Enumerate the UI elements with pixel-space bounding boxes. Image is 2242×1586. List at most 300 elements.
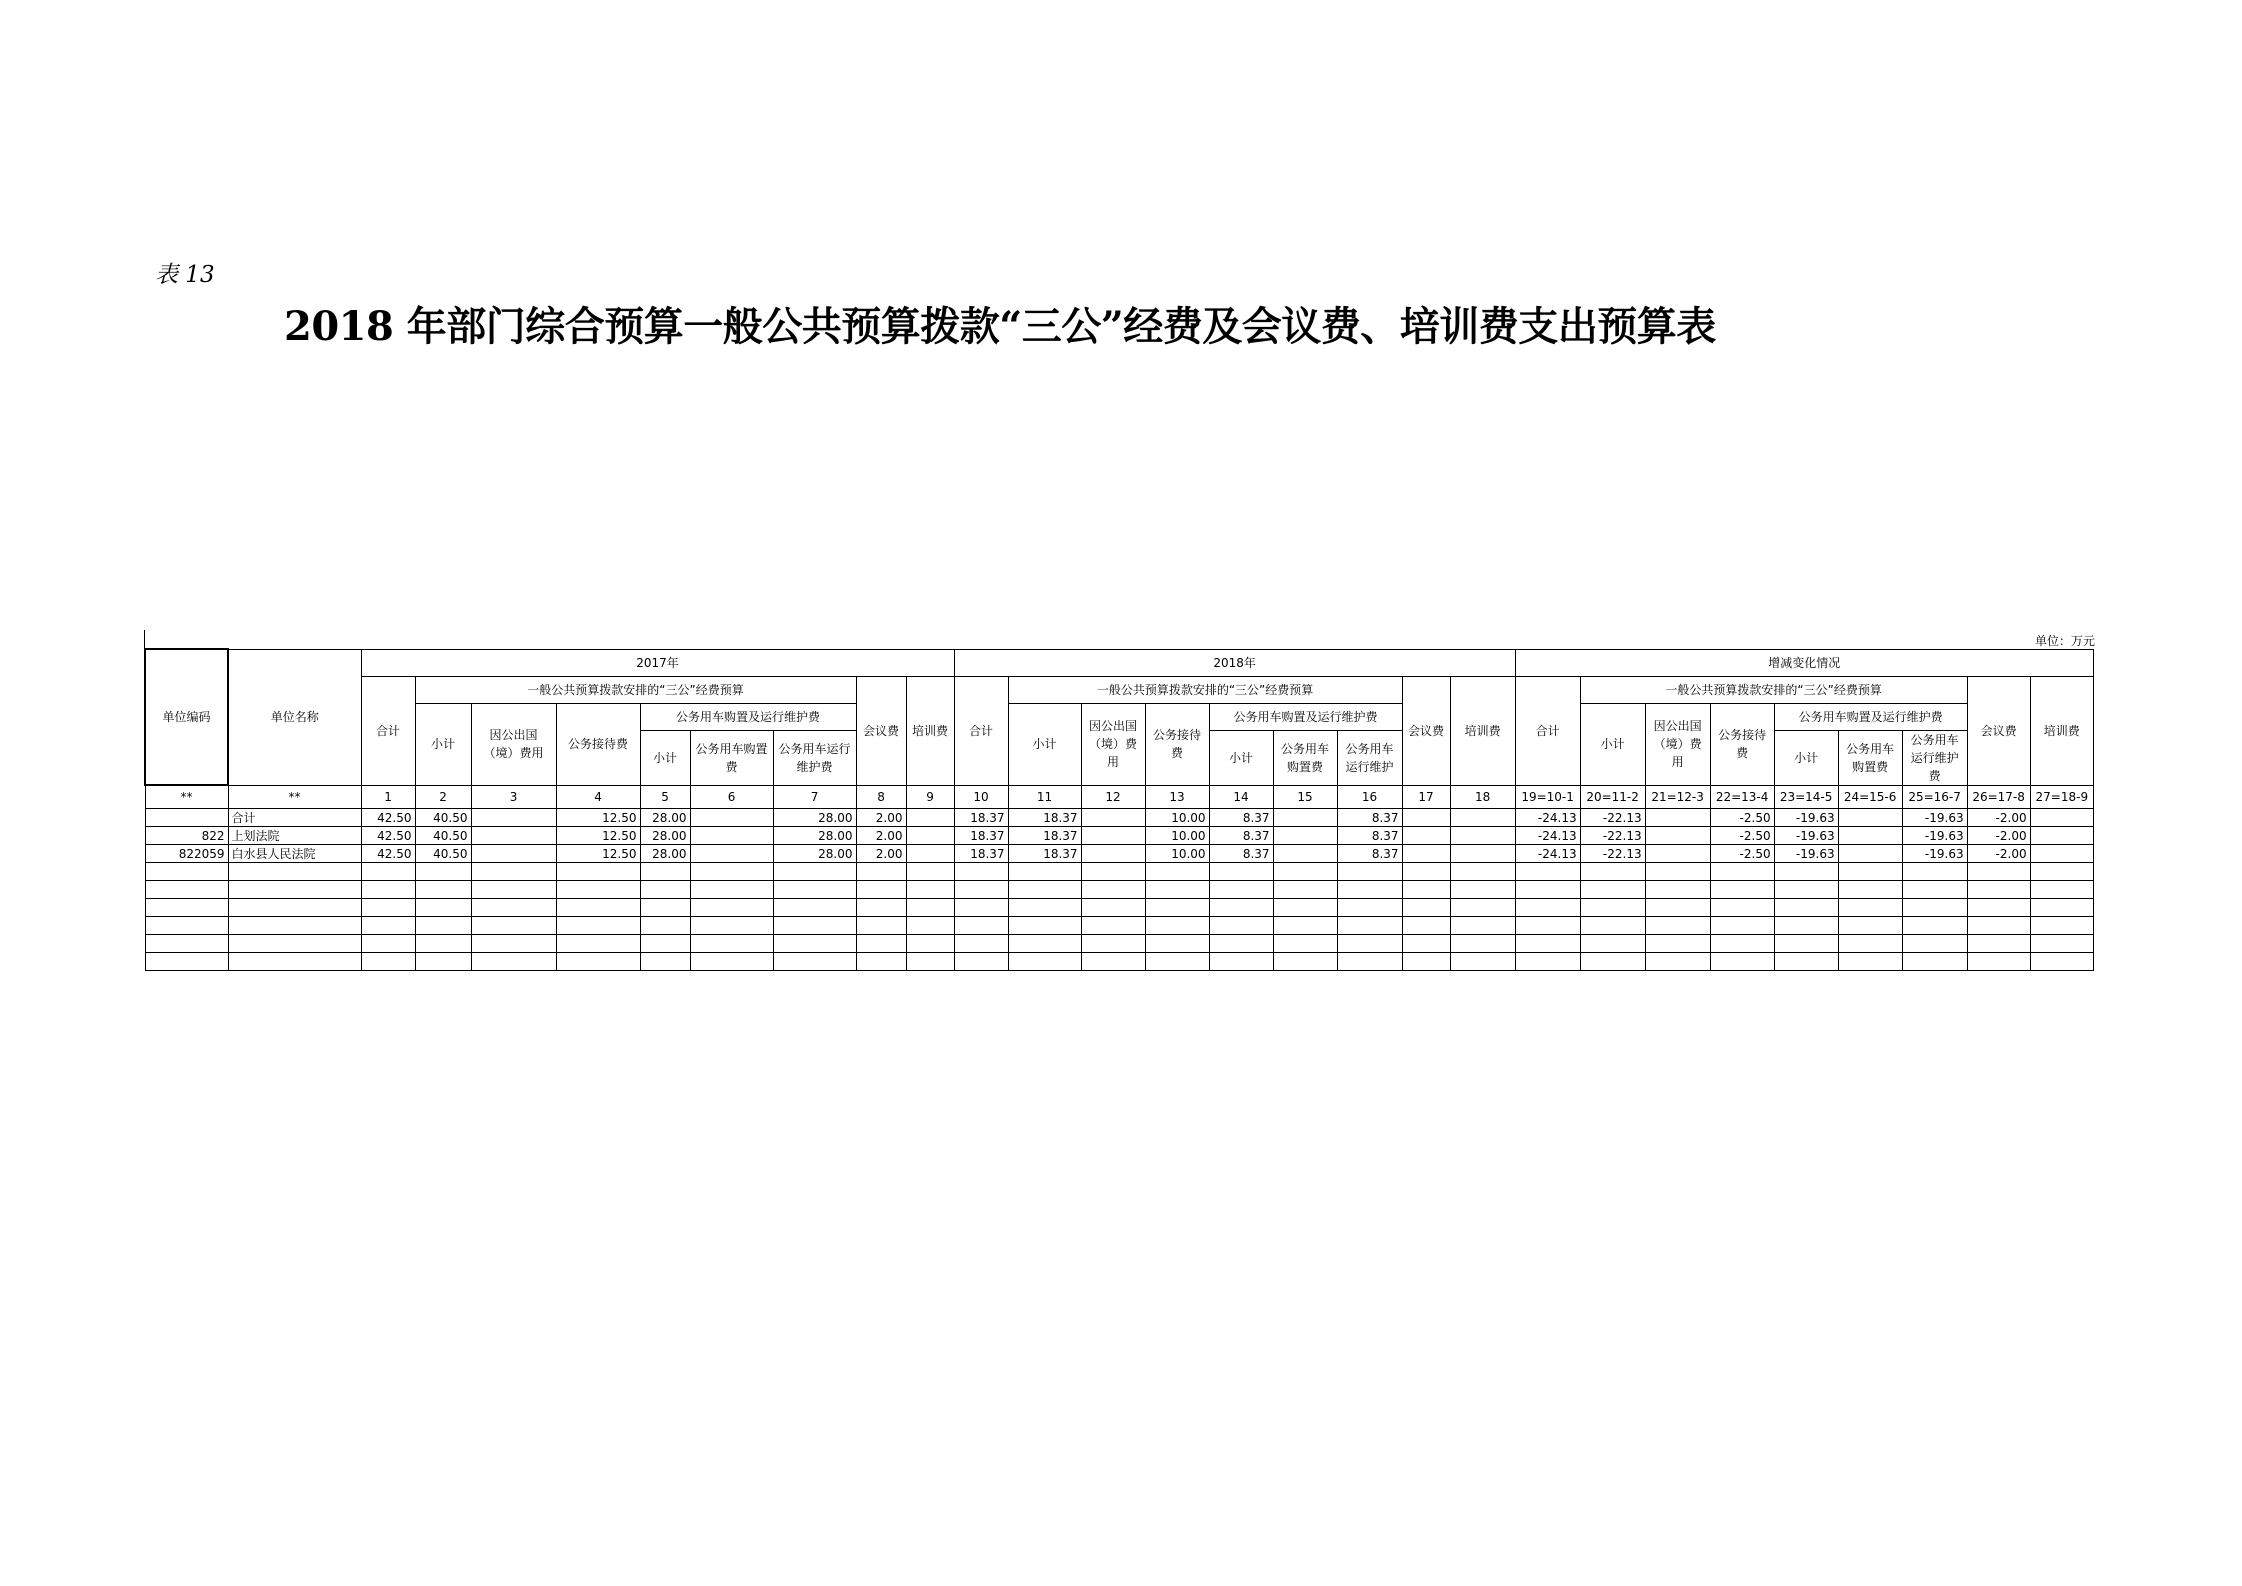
empty-cell: [690, 935, 773, 953]
value-cell: [1081, 845, 1145, 863]
table-number: 表 13: [155, 262, 215, 288]
empty-cell: [145, 935, 228, 953]
subtotal-header: 小计: [415, 703, 471, 785]
value-cell: 2.00: [856, 809, 906, 827]
empty-cell: [1273, 917, 1337, 935]
value-cell: [1081, 809, 1145, 827]
value-cell: 8.37: [1209, 827, 1273, 845]
reception-header: 公务接待费: [556, 703, 640, 785]
empty-cell: [1580, 917, 1645, 935]
sangong-header: 一般公共预算拨款安排的“三公”经费预算: [1580, 676, 1967, 703]
empty-cell: [773, 935, 856, 953]
empty-cell: [1402, 935, 1450, 953]
empty-cell: [954, 917, 1008, 935]
value-cell: [1645, 827, 1710, 845]
empty-cell: [1774, 953, 1838, 971]
empty-cell: [1273, 899, 1337, 917]
vehicle-purchase-header: 公务用车购置费: [1273, 730, 1337, 785]
empty-cell: [1645, 917, 1710, 935]
empty-cell: [1710, 899, 1774, 917]
empty-cell: [1008, 863, 1081, 881]
empty-cell: [1774, 881, 1838, 899]
empty-cell: [906, 881, 954, 899]
empty-cell: [640, 917, 690, 935]
index-cell: 12: [1081, 785, 1145, 809]
empty-cell: [1774, 935, 1838, 953]
empty-row: [145, 881, 2094, 899]
empty-cell: [471, 863, 556, 881]
empty-cell: [1081, 917, 1145, 935]
unit-name-cell: 合计: [228, 809, 361, 827]
empty-cell: [145, 899, 228, 917]
empty-cell: [1008, 953, 1081, 971]
sangong-header: 一般公共预算拨款安排的“三公”经费预算: [415, 676, 856, 703]
empty-cell: [690, 863, 773, 881]
empty-cell: [1645, 953, 1710, 971]
value-cell: 2.00: [856, 827, 906, 845]
empty-cell: [415, 863, 471, 881]
table-row: [145, 827, 2094, 845]
empty-cell: [1145, 935, 1209, 953]
value-cell: 18.37: [954, 827, 1008, 845]
index-cell: 6: [690, 785, 773, 809]
empty-cell: [471, 881, 556, 899]
empty-cell: [1008, 881, 1081, 899]
empty-cell: [1273, 935, 1337, 953]
empty-cell: [471, 917, 556, 935]
vehicle-maint-header: 公务用车运行维护费: [773, 730, 856, 785]
empty-cell: [1209, 863, 1273, 881]
empty-cell: [1337, 917, 1402, 935]
value-cell: 10.00: [1145, 809, 1209, 827]
empty-cell: [556, 935, 640, 953]
empty-cell: [1450, 953, 1515, 971]
empty-cell: [1515, 917, 1580, 935]
empty-cell: [856, 953, 906, 971]
value-cell: -19.63: [1902, 845, 1967, 863]
empty-cell: [1450, 863, 1515, 881]
vehicle-maint-header: 公务用车运行维护: [1337, 730, 1402, 785]
value-cell: [1838, 809, 1902, 827]
empty-cell: [556, 899, 640, 917]
index-cell: 17: [1402, 785, 1450, 809]
value-cell: 10.00: [1145, 845, 1209, 863]
empty-cell: [1337, 863, 1402, 881]
value-cell: 28.00: [773, 845, 856, 863]
value-cell: [1402, 827, 1450, 845]
value-cell: [1838, 827, 1902, 845]
index-cell: 15: [1273, 785, 1337, 809]
value-cell: -2.00: [1967, 827, 2030, 845]
empty-cell: [1337, 881, 1402, 899]
empty-cell: [1273, 863, 1337, 881]
value-cell: [471, 827, 556, 845]
subtotal-header: 小计: [640, 730, 690, 785]
table-row: [145, 809, 2094, 827]
empty-cell: [640, 863, 690, 881]
empty-cell: [954, 899, 1008, 917]
empty-cell: [471, 953, 556, 971]
unit-code-cell: [145, 809, 228, 827]
value-cell: [1450, 845, 1515, 863]
empty-cell: [1402, 953, 1450, 971]
value-cell: -19.63: [1774, 809, 1838, 827]
empty-cell: [640, 953, 690, 971]
index-cell: **: [228, 785, 361, 809]
empty-cell: [906, 917, 954, 935]
empty-cell: [1337, 953, 1402, 971]
empty-cell: [1515, 953, 1580, 971]
empty-cell: [415, 881, 471, 899]
empty-cell: [2030, 899, 2093, 917]
empty-cell: [773, 881, 856, 899]
empty-cell: [640, 899, 690, 917]
empty-cell: [906, 953, 954, 971]
empty-cell: [1450, 881, 1515, 899]
unit-name-cell: 白水县人民法院: [228, 845, 361, 863]
index-cell: 24=15-6: [1838, 785, 1902, 809]
value-cell: 18.37: [1008, 845, 1081, 863]
value-cell: [690, 809, 773, 827]
empty-cell: [1774, 917, 1838, 935]
empty-cell: [2030, 935, 2093, 953]
empty-cell: [1081, 935, 1145, 953]
total-header: 合计: [954, 676, 1008, 785]
empty-cell: [1902, 935, 1967, 953]
empty-cell: [1645, 863, 1710, 881]
value-cell: -2.50: [1710, 827, 1774, 845]
value-cell: -2.50: [1710, 809, 1774, 827]
index-cell: 7: [773, 785, 856, 809]
empty-cell: [1145, 899, 1209, 917]
empty-cell: [1902, 899, 1967, 917]
total-header: 合计: [361, 676, 415, 785]
empty-cell: [1273, 881, 1337, 899]
empty-cell: [1645, 881, 1710, 899]
empty-cell: [415, 899, 471, 917]
empty-cell: [2030, 917, 2093, 935]
value-cell: 18.37: [1008, 809, 1081, 827]
subtotal-header: 小计: [1774, 730, 1838, 785]
training-header: 培训费: [1450, 676, 1515, 785]
empty-cell: [690, 917, 773, 935]
empty-cell: [906, 899, 954, 917]
index-cell: 16: [1337, 785, 1402, 809]
unit-code-cell: 822059: [145, 845, 228, 863]
empty-cell: [1967, 863, 2030, 881]
value-cell: 40.50: [415, 845, 471, 863]
empty-cell: [145, 917, 228, 935]
empty-cell: [1838, 917, 1902, 935]
empty-cell: [856, 881, 906, 899]
value-cell: [1450, 809, 1515, 827]
empty-cell: [1710, 917, 1774, 935]
empty-cell: [415, 953, 471, 971]
value-cell: [2030, 845, 2093, 863]
value-cell: -24.13: [1515, 809, 1580, 827]
value-cell: 42.50: [361, 845, 415, 863]
value-cell: 8.37: [1337, 809, 1402, 827]
empty-cell: [773, 899, 856, 917]
abroad-header: 因公出国（境）费用: [1645, 703, 1710, 785]
reception-header: 公务接待费: [1145, 703, 1209, 785]
unit-name-header: 单位名称: [228, 649, 361, 785]
value-cell: -22.13: [1580, 827, 1645, 845]
value-cell: -19.63: [1902, 827, 1967, 845]
index-row: [145, 785, 2094, 809]
value-cell: 8.37: [1337, 845, 1402, 863]
unit-label: 单位：万元: [2034, 634, 2095, 648]
value-cell: -22.13: [1580, 809, 1645, 827]
index-cell: 19=10-1: [1515, 785, 1580, 809]
value-cell: 8.37: [1209, 845, 1273, 863]
empty-cell: [361, 881, 415, 899]
empty-cell: [1209, 917, 1273, 935]
empty-cell: [1967, 899, 2030, 917]
value-cell: 8.37: [1209, 809, 1273, 827]
value-cell: [2030, 827, 2093, 845]
value-cell: [906, 845, 954, 863]
empty-cell: [2030, 863, 2093, 881]
empty-cell: [1450, 917, 1515, 935]
page-title: 2018 年部门综合预算一般公共预算拨款“三公”经费及会议费、培训费支出预算表: [284, 303, 1716, 350]
empty-cell: [954, 863, 1008, 881]
empty-cell: [145, 881, 228, 899]
value-cell: [1838, 845, 1902, 863]
empty-cell: [1580, 863, 1645, 881]
index-cell: 22=13-4: [1710, 785, 1774, 809]
group-header-change: 增减变化情况: [1515, 649, 2093, 676]
empty-cell: [1580, 881, 1645, 899]
empty-cell: [1580, 935, 1645, 953]
value-cell: 42.50: [361, 809, 415, 827]
index-cell: 2: [415, 785, 471, 809]
abroad-header: 因公出国（境）费用: [1081, 703, 1145, 785]
vehicle-header: 公务用车购置及运行维护费: [640, 703, 856, 730]
empty-row: [145, 953, 2094, 971]
empty-cell: [1402, 899, 1450, 917]
empty-cell: [361, 863, 415, 881]
empty-cell: [1145, 917, 1209, 935]
value-cell: [1273, 809, 1337, 827]
empty-cell: [1081, 899, 1145, 917]
empty-cell: [856, 935, 906, 953]
index-cell: 23=14-5: [1774, 785, 1838, 809]
empty-cell: [856, 899, 906, 917]
meeting-header: 会议费: [1967, 676, 2030, 785]
index-cell: 26=17-8: [1967, 785, 2030, 809]
value-cell: 18.37: [954, 809, 1008, 827]
value-cell: -2.50: [1710, 845, 1774, 863]
value-cell: [1645, 845, 1710, 863]
empty-cell: [556, 953, 640, 971]
value-cell: [2030, 809, 2093, 827]
empty-cell: [1402, 917, 1450, 935]
empty-cell: [1337, 899, 1402, 917]
index-cell: 11: [1008, 785, 1081, 809]
empty-cell: [1710, 863, 1774, 881]
empty-cell: [1515, 863, 1580, 881]
empty-cell: [556, 863, 640, 881]
table-body: [145, 785, 2094, 971]
value-cell: [471, 809, 556, 827]
index-cell: 25=16-7: [1902, 785, 1967, 809]
empty-cell: [1774, 899, 1838, 917]
value-cell: [690, 845, 773, 863]
empty-cell: [1273, 953, 1337, 971]
empty-cell: [1145, 953, 1209, 971]
total-header: 合计: [1515, 676, 1580, 785]
empty-cell: [1515, 899, 1580, 917]
empty-cell: [471, 899, 556, 917]
empty-cell: [2030, 953, 2093, 971]
empty-cell: [1145, 863, 1209, 881]
empty-cell: [415, 917, 471, 935]
empty-cell: [1209, 881, 1273, 899]
empty-cell: [1580, 899, 1645, 917]
subtotal-header: 小计: [1580, 703, 1645, 785]
reception-header: 公务接待费: [1710, 703, 1774, 785]
value-cell: 40.50: [415, 809, 471, 827]
empty-cell: [1081, 863, 1145, 881]
budget-table: [144, 648, 2094, 971]
empty-cell: [1710, 935, 1774, 953]
empty-cell: [1710, 953, 1774, 971]
empty-cell: [856, 863, 906, 881]
empty-cell: [1450, 899, 1515, 917]
empty-cell: [1967, 935, 2030, 953]
empty-cell: [228, 917, 361, 935]
unit-code-header: 单位编码: [145, 649, 228, 785]
value-cell: -24.13: [1515, 845, 1580, 863]
value-cell: 28.00: [640, 809, 690, 827]
empty-cell: [415, 935, 471, 953]
empty-cell: [1402, 863, 1450, 881]
empty-cell: [556, 917, 640, 935]
index-cell: **: [145, 785, 228, 809]
value-cell: -19.63: [1774, 827, 1838, 845]
vehicle-purchase-header: 公务用车购置费: [1838, 730, 1902, 785]
value-cell: [1273, 827, 1337, 845]
empty-row: [145, 917, 2094, 935]
unit-code-cell: 822: [145, 827, 228, 845]
index-cell: 1: [361, 785, 415, 809]
meeting-header: 会议费: [1402, 676, 1450, 785]
empty-cell: [1710, 881, 1774, 899]
empty-cell: [1902, 863, 1967, 881]
index-cell: 8: [856, 785, 906, 809]
index-cell: 9: [906, 785, 954, 809]
empty-cell: [1402, 881, 1450, 899]
empty-cell: [361, 917, 415, 935]
value-cell: [1645, 809, 1710, 827]
empty-cell: [773, 863, 856, 881]
empty-cell: [361, 899, 415, 917]
index-cell: 5: [640, 785, 690, 809]
value-cell: 42.50: [361, 827, 415, 845]
index-cell: 27=18-9: [2030, 785, 2093, 809]
empty-cell: [1081, 881, 1145, 899]
empty-cell: [773, 917, 856, 935]
value-cell: [690, 827, 773, 845]
empty-cell: [1580, 953, 1645, 971]
empty-cell: [690, 881, 773, 899]
empty-cell: [1967, 917, 2030, 935]
training-header: 培训费: [906, 676, 954, 785]
meeting-header: 会议费: [856, 676, 906, 785]
index-cell: 13: [1145, 785, 1209, 809]
value-cell: [906, 809, 954, 827]
value-cell: [1402, 845, 1450, 863]
empty-cell: [228, 863, 361, 881]
empty-cell: [228, 899, 361, 917]
empty-cell: [1515, 935, 1580, 953]
value-cell: 18.37: [954, 845, 1008, 863]
empty-cell: [361, 953, 415, 971]
empty-row: [145, 863, 2094, 881]
vehicle-purchase-header: 公务用车购置费: [690, 730, 773, 785]
value-cell: 28.00: [773, 809, 856, 827]
value-cell: -24.13: [1515, 827, 1580, 845]
empty-cell: [471, 935, 556, 953]
empty-cell: [145, 953, 228, 971]
vehicle-header: 公务用车购置及运行维护费: [1209, 703, 1402, 730]
empty-cell: [1967, 881, 2030, 899]
empty-cell: [228, 881, 361, 899]
empty-cell: [361, 935, 415, 953]
value-cell: 12.50: [556, 845, 640, 863]
index-cell: 18: [1450, 785, 1515, 809]
index-cell: 10: [954, 785, 1008, 809]
unit-name-cell: 上划法院: [228, 827, 361, 845]
empty-cell: [1008, 899, 1081, 917]
value-cell: 40.50: [415, 827, 471, 845]
value-cell: 28.00: [773, 827, 856, 845]
empty-cell: [1838, 953, 1902, 971]
vehicle-maint-header: 公务用车运行维护费: [1902, 730, 1967, 785]
value-cell: 2.00: [856, 845, 906, 863]
empty-cell: [1645, 935, 1710, 953]
empty-cell: [1008, 935, 1081, 953]
value-cell: 12.50: [556, 827, 640, 845]
empty-cell: [1209, 953, 1273, 971]
value-cell: [906, 827, 954, 845]
empty-cell: [1902, 917, 1967, 935]
empty-cell: [1774, 863, 1838, 881]
empty-cell: [2030, 881, 2093, 899]
empty-cell: [1838, 863, 1902, 881]
empty-cell: [954, 953, 1008, 971]
empty-row: [145, 899, 2094, 917]
sangong-header: 一般公共预算拨款安排的“三公”经费预算: [1008, 676, 1402, 703]
value-cell: 18.37: [1008, 827, 1081, 845]
empty-cell: [1967, 953, 2030, 971]
empty-cell: [1337, 935, 1402, 953]
value-cell: -2.00: [1967, 845, 2030, 863]
empty-cell: [1209, 899, 1273, 917]
empty-row: [145, 935, 2094, 953]
index-cell: 21=12-3: [1645, 785, 1710, 809]
empty-cell: [1902, 881, 1967, 899]
value-cell: 12.50: [556, 809, 640, 827]
value-cell: 10.00: [1145, 827, 1209, 845]
vehicle-header: 公务用车购置及运行维护费: [1774, 703, 1967, 730]
left-border-line: [144, 630, 145, 650]
empty-cell: [1838, 899, 1902, 917]
group-header-2017: 2017年: [361, 649, 954, 676]
index-cell: 14: [1209, 785, 1273, 809]
subtotal-header: 小计: [1209, 730, 1273, 785]
